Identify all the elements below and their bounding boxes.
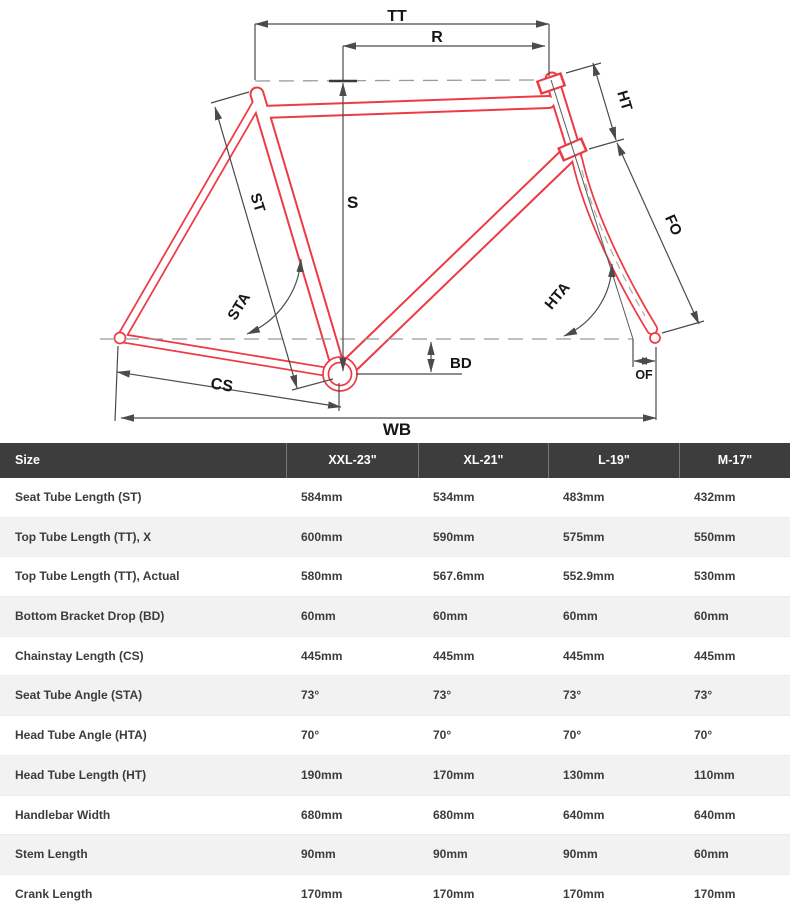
- row-value: 70°: [563, 728, 582, 743]
- bike-frame-geometry-svg: [0, 0, 790, 443]
- bottom-bracket-inner: [329, 363, 352, 386]
- row-value: 580mm: [301, 569, 343, 584]
- table-row: [0, 596, 790, 636]
- row-label: Seat Tube Angle (STA): [15, 688, 143, 703]
- row-value: 483mm: [563, 490, 605, 504]
- label-seat-tube: ST: [246, 191, 269, 215]
- row-value: 640mm: [563, 807, 605, 822]
- label-offset: OF: [635, 368, 653, 382]
- dimension-lines: [115, 24, 704, 421]
- table-row: [0, 715, 790, 755]
- row-value: 680mm: [433, 807, 475, 822]
- label-fork: FO: [661, 212, 686, 239]
- label-seat-tube-angle: STA: [224, 289, 255, 324]
- row-value: 170mm: [563, 886, 605, 901]
- row-value: 130mm: [563, 767, 605, 782]
- header-size-xl: XL-21": [418, 443, 548, 478]
- label-top-tube: TT: [387, 8, 407, 25]
- row-label: Stem Length: [15, 847, 88, 862]
- label-head-tube-angle: HTA: [541, 279, 574, 313]
- row-label: Bottom Bracket Drop (BD): [15, 609, 165, 624]
- table-row: [0, 795, 790, 835]
- table-row: [0, 834, 790, 874]
- row-value: 170mm: [433, 886, 475, 901]
- table-row: [0, 675, 790, 715]
- row-value: 170mm: [433, 767, 475, 782]
- frame-geometry-diagram: [0, 0, 790, 443]
- row-value: 190mm: [301, 767, 343, 782]
- row-label: Head Tube Length (HT): [15, 767, 147, 782]
- row-label: Seat Tube Length (ST): [15, 490, 142, 504]
- row-value: 600mm: [301, 529, 343, 544]
- table-row: [0, 478, 790, 517]
- row-label: Crank Length: [15, 886, 93, 901]
- row-value: 90mm: [301, 847, 336, 862]
- row-value: 534mm: [433, 490, 475, 504]
- row-value: 90mm: [433, 847, 468, 862]
- row-label: Head Tube Angle (HTA): [15, 728, 147, 743]
- row-value: 640mm: [694, 807, 736, 822]
- row-value: 110mm: [694, 767, 735, 782]
- row-label: Handlebar Width: [15, 807, 111, 822]
- label-bottom-bracket-drop: BD: [450, 355, 472, 372]
- row-value: 530mm: [694, 569, 736, 584]
- row-value: 60mm: [694, 847, 729, 862]
- row-value: 550mm: [694, 529, 736, 544]
- row-value: 445mm: [301, 648, 343, 663]
- row-value: 170mm: [301, 886, 343, 901]
- header-size-xxl: XXL-23": [286, 443, 418, 478]
- row-value: 70°: [433, 728, 452, 743]
- row-value: 445mm: [563, 648, 605, 663]
- row-label: Top Tube Length (TT), Actual: [15, 569, 180, 584]
- row-value: 432mm: [694, 490, 736, 504]
- row-value: 590mm: [433, 529, 475, 544]
- header-size-l: L-19": [548, 443, 679, 478]
- label-reach: R: [431, 29, 443, 46]
- row-value: 73°: [563, 688, 582, 703]
- spec-table-body: [0, 478, 790, 914]
- front-dropout: [650, 333, 660, 343]
- row-value: 445mm: [433, 648, 475, 663]
- row-value: 584mm: [301, 490, 343, 504]
- row-value: 445mm: [694, 648, 736, 663]
- label-chainstay: CS: [209, 375, 235, 396]
- table-row: [0, 556, 790, 596]
- table-row: [0, 874, 790, 914]
- table-row: [0, 755, 790, 795]
- label-wheelbase: WB: [382, 420, 412, 439]
- row-value: 567.6mm: [433, 569, 485, 584]
- row-value: 90mm: [563, 847, 598, 862]
- row-value: 60mm: [301, 609, 336, 624]
- label-head-tube: HT: [613, 88, 636, 113]
- row-value: 575mm: [563, 529, 605, 544]
- row-value: 170mm: [694, 886, 736, 901]
- table-header-row: [0, 443, 790, 478]
- table-row: [0, 517, 790, 557]
- row-value: 552.9mm: [563, 569, 615, 584]
- row-value: 680mm: [301, 807, 343, 822]
- row-value: 60mm: [433, 609, 468, 624]
- top-reference-dashed-line: [255, 80, 543, 81]
- row-value: 70°: [694, 728, 713, 743]
- row-value: 73°: [694, 688, 713, 703]
- row-value: 70°: [301, 728, 320, 743]
- row-value: 73°: [301, 688, 320, 703]
- row-value: 73°: [433, 688, 452, 703]
- header-size: Size: [15, 453, 41, 467]
- header-size-m: M-17": [679, 443, 790, 478]
- row-value: 60mm: [694, 609, 729, 624]
- table-row: [0, 636, 790, 676]
- row-label: Top Tube Length (TT), X: [15, 529, 152, 544]
- row-label: Chainstay Length (CS): [15, 648, 144, 663]
- rear-dropout: [115, 333, 126, 344]
- row-value: 60mm: [563, 609, 598, 624]
- label-stack: S: [347, 193, 359, 212]
- geometry-spec-table: [0, 443, 790, 914]
